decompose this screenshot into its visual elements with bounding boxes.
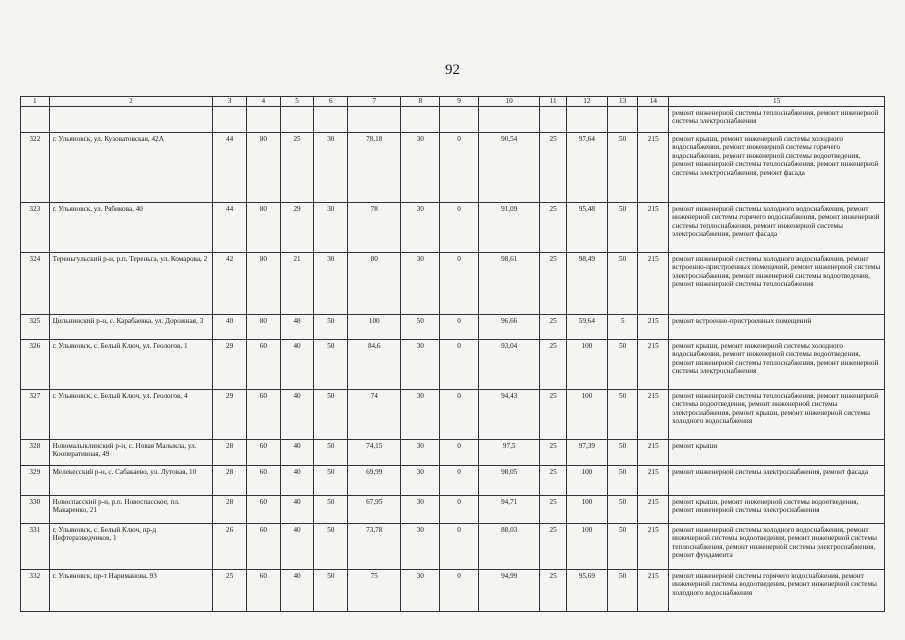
value-cell: 100 bbox=[348, 315, 401, 340]
value-cell: 75 bbox=[348, 570, 401, 612]
value-cell: 100 bbox=[566, 496, 607, 524]
value-cell: 50 bbox=[607, 440, 638, 466]
value-cell: 25 bbox=[280, 133, 314, 203]
value-cell: 25 bbox=[540, 340, 567, 390]
row-number-cell: 330 bbox=[21, 496, 50, 524]
value-cell: 50 bbox=[607, 496, 638, 524]
address-cell: г. Ульяновск, с. Белый Ключ, пр-д Нефтеразведчиков, 1 bbox=[49, 524, 213, 570]
table-row bbox=[21, 496, 885, 524]
row-number-cell: 328 bbox=[21, 440, 50, 466]
value-cell: 50 bbox=[401, 315, 440, 340]
value-cell: 30 bbox=[314, 133, 348, 203]
value-cell: 50 bbox=[607, 133, 638, 203]
column-header: 1 bbox=[21, 97, 50, 107]
value-cell: 97,5 bbox=[479, 440, 540, 466]
value-cell: 96,66 bbox=[479, 315, 540, 340]
value-cell: 42 bbox=[213, 253, 247, 315]
address-cell: г. Ульяновск, с. Белый Ключ, ул. Геологов, 4 bbox=[49, 390, 213, 440]
column-header: 3 bbox=[213, 97, 247, 107]
works-cell: ремонт инженерной системы теплоснабжения, ремонт инженерной системы электроснабжения bbox=[669, 107, 885, 133]
value-cell: 40 bbox=[280, 524, 314, 570]
table-cell bbox=[21, 107, 50, 133]
works-cell: ремонт крыши, ремонт инженерной системы водоотведения, ремонт инженерной системы электроснабжения bbox=[669, 496, 885, 524]
value-cell: 60 bbox=[246, 440, 280, 466]
continuation-row bbox=[21, 107, 885, 133]
value-cell: 67,95 bbox=[348, 496, 401, 524]
page-number: 92 bbox=[445, 62, 460, 78]
table-row bbox=[21, 524, 885, 570]
value-cell: 50 bbox=[607, 203, 638, 253]
value-cell: 25 bbox=[540, 524, 567, 570]
works-cell: ремонт крыши bbox=[669, 440, 885, 466]
value-cell: 98,49 bbox=[566, 253, 607, 315]
table-row bbox=[21, 133, 885, 203]
value-cell: 30 bbox=[401, 440, 440, 466]
value-cell: 215 bbox=[638, 570, 669, 612]
value-cell: 25 bbox=[540, 253, 567, 315]
value-cell: 0 bbox=[440, 524, 479, 570]
value-cell: 30 bbox=[314, 253, 348, 315]
value-cell: 50 bbox=[607, 570, 638, 612]
table-header-row bbox=[21, 97, 885, 107]
value-cell: 0 bbox=[440, 203, 479, 253]
value-cell: 0 bbox=[440, 253, 479, 315]
value-cell: 44 bbox=[213, 203, 247, 253]
column-header: 15 bbox=[669, 97, 885, 107]
value-cell: 60 bbox=[246, 390, 280, 440]
column-header: 11 bbox=[540, 97, 567, 107]
address-cell: Тереньгульский р-н, р.п. Тереньга, ул. Комарова, 2 bbox=[49, 253, 213, 315]
value-cell: 100 bbox=[566, 390, 607, 440]
address-cell: Новомалыклинский р-н, с. Новая Малыкла, ул. Кооперативная, 49 bbox=[49, 440, 213, 466]
value-cell: 50 bbox=[314, 390, 348, 440]
column-header: 2 bbox=[49, 97, 213, 107]
value-cell: 30 bbox=[401, 340, 440, 390]
value-cell: 28 bbox=[213, 466, 247, 496]
value-cell: 98,61 bbox=[479, 253, 540, 315]
value-cell: 40 bbox=[280, 570, 314, 612]
value-cell: 90,54 bbox=[479, 133, 540, 203]
address-cell: г. Ульяновск, пр-т Нариманова, 93 bbox=[49, 570, 213, 612]
value-cell: 80 bbox=[348, 253, 401, 315]
value-cell: 69,99 bbox=[348, 466, 401, 496]
row-number-cell: 323 bbox=[21, 203, 50, 253]
works-cell: ремонт инженерной системы теплоснабжения, ремонт инженерной системы водоотведения, ремонт инженерной системы электроснабжения, ремонт крыши, ремонт инженерной системы холодного водоснабжения bbox=[669, 390, 885, 440]
value-cell: 30 bbox=[401, 496, 440, 524]
value-cell: 25 bbox=[540, 133, 567, 203]
works-cell: ремонт крыши, ремонт инженерной системы холодного водоснабжения, ремонт инженерной системы водоотведения, ремонт инженерной системы теплоснабжения, ремонт инженерной системы электроснабжения bbox=[669, 340, 885, 390]
value-cell: 25 bbox=[540, 390, 567, 440]
value-cell: 215 bbox=[638, 340, 669, 390]
value-cell: 50 bbox=[607, 466, 638, 496]
row-number-cell: 322 bbox=[21, 133, 50, 203]
value-cell: 29 bbox=[213, 340, 247, 390]
value-cell: 100 bbox=[566, 524, 607, 570]
value-cell: 215 bbox=[638, 440, 669, 466]
value-cell: 80 bbox=[246, 253, 280, 315]
value-cell: 25 bbox=[540, 466, 567, 496]
value-cell: 0 bbox=[440, 440, 479, 466]
table-cell bbox=[540, 107, 567, 133]
value-cell: 78 bbox=[348, 203, 401, 253]
value-cell: 50 bbox=[314, 524, 348, 570]
value-cell: 30 bbox=[401, 570, 440, 612]
table-cell bbox=[314, 107, 348, 133]
value-cell: 215 bbox=[638, 496, 669, 524]
value-cell: 50 bbox=[314, 315, 348, 340]
column-header: 10 bbox=[479, 97, 540, 107]
row-number-cell: 326 bbox=[21, 340, 50, 390]
value-cell: 28 bbox=[213, 440, 247, 466]
row-number-cell: 327 bbox=[21, 390, 50, 440]
value-cell: 215 bbox=[638, 390, 669, 440]
value-cell: 40 bbox=[280, 440, 314, 466]
value-cell: 40 bbox=[280, 390, 314, 440]
address-cell: Мелекесский р-н, с. Сабакаево, ул. Лутовая, 10 bbox=[49, 466, 213, 496]
value-cell: 40 bbox=[280, 340, 314, 390]
value-cell: 25 bbox=[540, 570, 567, 612]
value-cell: 40 bbox=[280, 496, 314, 524]
table-cell bbox=[246, 107, 280, 133]
value-cell: 59,64 bbox=[566, 315, 607, 340]
value-cell: 25 bbox=[540, 496, 567, 524]
column-header: 7 bbox=[348, 97, 401, 107]
address-cell: г. Ульяновск, ул. Кузоватовская, 42А bbox=[49, 133, 213, 203]
value-cell: 29 bbox=[280, 203, 314, 253]
value-cell: 88,03 bbox=[479, 524, 540, 570]
value-cell: 60 bbox=[246, 524, 280, 570]
table-row bbox=[21, 466, 885, 496]
value-cell: 91,09 bbox=[479, 203, 540, 253]
value-cell: 60 bbox=[246, 340, 280, 390]
data-table bbox=[20, 96, 885, 612]
works-cell: ремонт инженерной системы холодного водоснабжения, ремонт инженерной системы горячего водоснабжения, ремонт инженерной системы теплоснабжения, ремонт инженерной системы электроснабжения, ремонт фасада bbox=[669, 203, 885, 253]
value-cell: 0 bbox=[440, 390, 479, 440]
row-number-cell: 329 bbox=[21, 466, 50, 496]
value-cell: 94,43 bbox=[479, 390, 540, 440]
value-cell: 40 bbox=[213, 315, 247, 340]
column-header: 4 bbox=[246, 97, 280, 107]
address-cell: Новоспасский р-н, р.п. Новоспасское, пл. Макаренко, 21 bbox=[49, 496, 213, 524]
value-cell: 95,69 bbox=[566, 570, 607, 612]
value-cell: 215 bbox=[638, 253, 669, 315]
value-cell: 0 bbox=[440, 133, 479, 203]
address-cell: г. Ульяновск, с. Белый Ключ, ул. Геологов, 1 bbox=[49, 340, 213, 390]
table-cell bbox=[213, 107, 247, 133]
table-cell bbox=[401, 107, 440, 133]
value-cell: 215 bbox=[638, 466, 669, 496]
value-cell: 74,15 bbox=[348, 440, 401, 466]
table-cell bbox=[638, 107, 669, 133]
works-cell: ремонт инженерной системы холодного водоснабжения, ремонт встроенно-пристроенных помещений, ремонт инженерной системы электроснабжения, ремонт инженерной системы водоотведения, ремонт инженерной системы теплоснабжения bbox=[669, 253, 885, 315]
value-cell: 30 bbox=[401, 253, 440, 315]
value-cell: 0 bbox=[440, 466, 479, 496]
row-number-cell: 332 bbox=[21, 570, 50, 612]
table-cell bbox=[566, 107, 607, 133]
value-cell: 40 bbox=[280, 466, 314, 496]
value-cell: 74 bbox=[348, 390, 401, 440]
value-cell: 0 bbox=[440, 496, 479, 524]
table-body bbox=[21, 97, 885, 612]
table-cell bbox=[479, 107, 540, 133]
table-row bbox=[21, 315, 885, 340]
value-cell: 25 bbox=[540, 203, 567, 253]
value-cell: 60 bbox=[246, 570, 280, 612]
works-cell: ремонт крыши, ремонт инженерной системы холодного водоснабжения, ремонт инженерной системы горячего водоснабжения, ремонт инженерной системы водоотведения, ремонт инженерной системы теплоснабжения, ремонт инженерной системы электроснабжения, ремонт фасада bbox=[669, 133, 885, 203]
works-cell: ремонт инженерной системы холодного водоснабжения, ремонт инженерной системы водоотведения, ремонт инженерной системы теплоснабжения, ремонт инженерной системы электроснабжения, ремонт фундамента bbox=[669, 524, 885, 570]
value-cell: 26 bbox=[213, 524, 247, 570]
value-cell: 50 bbox=[314, 466, 348, 496]
value-cell: 97,64 bbox=[566, 133, 607, 203]
value-cell: 80 bbox=[246, 315, 280, 340]
table-cell bbox=[49, 107, 213, 133]
value-cell: 30 bbox=[401, 524, 440, 570]
value-cell: 97,39 bbox=[566, 440, 607, 466]
works-cell: ремонт инженерной системы электроснабжения, ремонт фасада bbox=[669, 466, 885, 496]
value-cell: 50 bbox=[607, 340, 638, 390]
value-cell: 60 bbox=[246, 496, 280, 524]
value-cell: 50 bbox=[607, 253, 638, 315]
value-cell: 50 bbox=[314, 496, 348, 524]
value-cell: 215 bbox=[638, 315, 669, 340]
column-header: 9 bbox=[440, 97, 479, 107]
value-cell: 84,6 bbox=[348, 340, 401, 390]
table-row bbox=[21, 253, 885, 315]
value-cell: 215 bbox=[638, 524, 669, 570]
value-cell: 98,05 bbox=[479, 466, 540, 496]
value-cell: 60 bbox=[246, 466, 280, 496]
works-cell: ремонт инженерной системы горячего водоснабжения, ремонт инженерной системы водоотведения, ремонт инженерной системы холодного водоснабжения bbox=[669, 570, 885, 612]
table-row bbox=[21, 440, 885, 466]
table-row bbox=[21, 570, 885, 612]
value-cell: 30 bbox=[401, 390, 440, 440]
column-header: 6 bbox=[314, 97, 348, 107]
value-cell: 215 bbox=[638, 203, 669, 253]
value-cell: 25 bbox=[540, 315, 567, 340]
column-header: 14 bbox=[638, 97, 669, 107]
value-cell: 100 bbox=[566, 466, 607, 496]
value-cell: 25 bbox=[540, 440, 567, 466]
value-cell: 29 bbox=[213, 390, 247, 440]
value-cell: 5 bbox=[607, 315, 638, 340]
value-cell: 48 bbox=[280, 315, 314, 340]
value-cell: 80 bbox=[246, 133, 280, 203]
table-row bbox=[21, 340, 885, 390]
value-cell: 50 bbox=[314, 440, 348, 466]
row-number-cell: 324 bbox=[21, 253, 50, 315]
value-cell: 50 bbox=[607, 524, 638, 570]
table-cell bbox=[440, 107, 479, 133]
table-cell bbox=[348, 107, 401, 133]
column-header: 13 bbox=[607, 97, 638, 107]
column-header: 5 bbox=[280, 97, 314, 107]
row-number-cell: 331 bbox=[21, 524, 50, 570]
column-header: 12 bbox=[566, 97, 607, 107]
value-cell: 44 bbox=[213, 133, 247, 203]
value-cell: 50 bbox=[607, 390, 638, 440]
value-cell: 30 bbox=[401, 203, 440, 253]
row-number-cell: 325 bbox=[21, 315, 50, 340]
value-cell: 80 bbox=[246, 203, 280, 253]
value-cell: 94,99 bbox=[479, 570, 540, 612]
table-cell bbox=[280, 107, 314, 133]
value-cell: 100 bbox=[566, 340, 607, 390]
value-cell: 73,78 bbox=[348, 524, 401, 570]
value-cell: 0 bbox=[440, 315, 479, 340]
address-cell: Цильнинский р-н, с. Карабаевка, ул. Дорожная, 3 bbox=[49, 315, 213, 340]
value-cell: 30 bbox=[401, 466, 440, 496]
value-cell: 30 bbox=[314, 203, 348, 253]
value-cell: 93,04 bbox=[479, 340, 540, 390]
value-cell: 28 bbox=[213, 496, 247, 524]
table-row bbox=[21, 203, 885, 253]
value-cell: 21 bbox=[280, 253, 314, 315]
value-cell: 0 bbox=[440, 340, 479, 390]
value-cell: 94,71 bbox=[479, 496, 540, 524]
works-cell: ремонт встроенно-пристроенных помещений bbox=[669, 315, 885, 340]
value-cell: 0 bbox=[440, 570, 479, 612]
value-cell: 30 bbox=[401, 133, 440, 203]
value-cell: 50 bbox=[314, 570, 348, 612]
address-cell: г. Ульяновск, ул. Рябикова, 40 bbox=[49, 203, 213, 253]
table-cell bbox=[607, 107, 638, 133]
value-cell: 215 bbox=[638, 133, 669, 203]
column-header: 8 bbox=[401, 97, 440, 107]
value-cell: 25 bbox=[213, 570, 247, 612]
value-cell: 95,48 bbox=[566, 203, 607, 253]
table-row bbox=[21, 390, 885, 440]
value-cell: 50 bbox=[314, 340, 348, 390]
value-cell: 78,18 bbox=[348, 133, 401, 203]
